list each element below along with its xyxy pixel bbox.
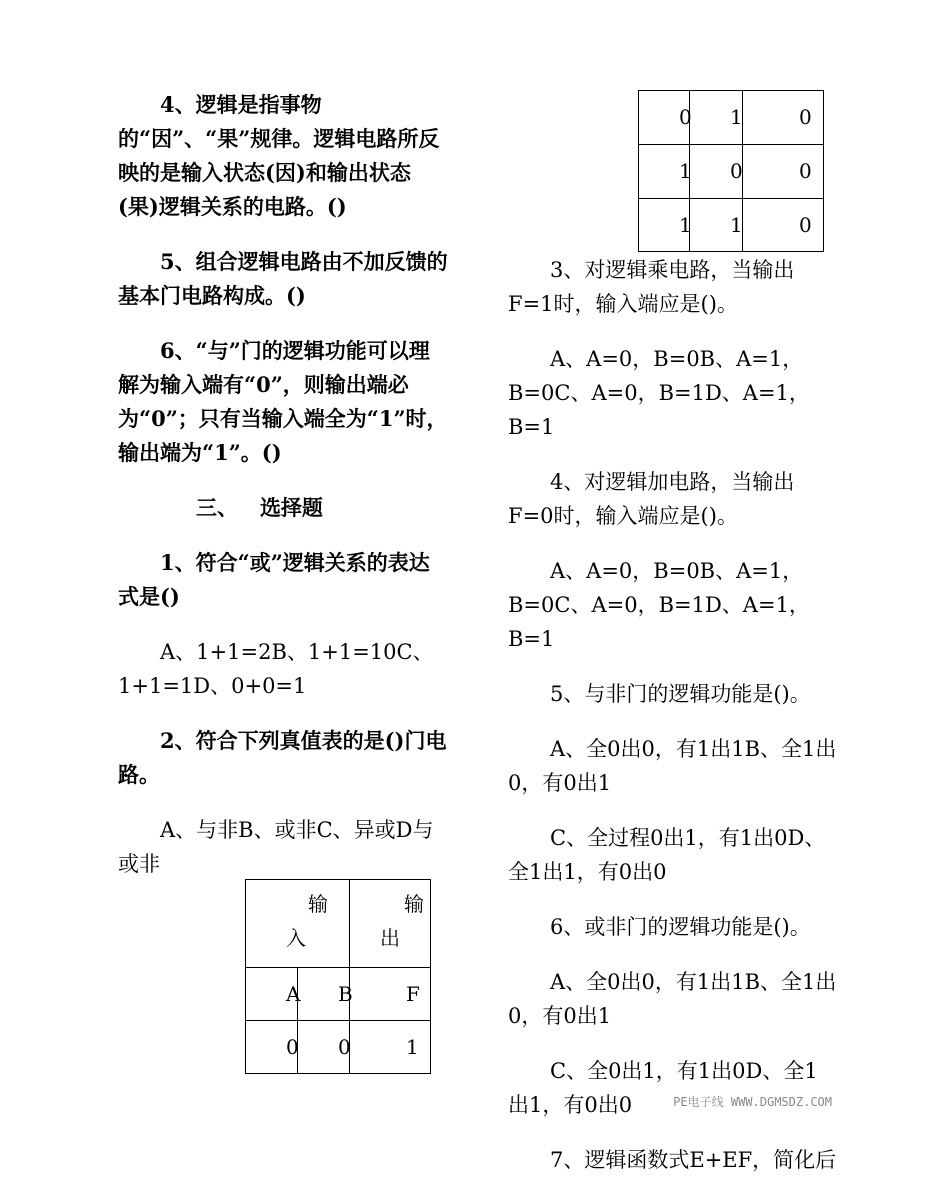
choice-4-options: A、A=0，B=0B、A=1，B=0C、A=0，B=1D、A=1，B=1 bbox=[508, 559, 810, 651]
truth-table-row bbox=[639, 199, 824, 252]
truth-table-continued bbox=[638, 90, 824, 252]
question-5: 5、组合逻辑电路由不加反馈的基本门电路构成。() bbox=[118, 249, 448, 308]
input-header-char-1: 输 bbox=[308, 892, 328, 916]
section-number: 三、 bbox=[196, 495, 238, 520]
cell-a-value: 0 bbox=[679, 105, 692, 129]
cell-f-value: 0 bbox=[799, 159, 812, 183]
truth-table-row bbox=[246, 1021, 431, 1074]
cell-a bbox=[639, 199, 690, 252]
cell-f bbox=[743, 199, 824, 252]
cell-b bbox=[298, 1021, 350, 1074]
cell-a-value: 1 bbox=[679, 213, 692, 237]
choice-question-3: 3、对逻辑乘电路，当输出F=1时，输入端应是()。 bbox=[508, 258, 795, 316]
truth-table-header-row bbox=[246, 880, 431, 968]
truth-table-colnames-row bbox=[246, 968, 431, 1021]
choice-2-options: A、与非B、或非C、异或D与或非 bbox=[118, 818, 434, 876]
choice-6-options-cd: C、全0出1，有1出0D、全1出1，有0出0 bbox=[508, 1059, 818, 1117]
choice-1-options: A、1+1=2B、1+1=10C、1+1=1D、0+0=1 bbox=[118, 640, 434, 698]
choice-question-1: 1、符合“或”逻辑关系的表达式是() bbox=[118, 550, 430, 609]
cell-a bbox=[246, 1021, 298, 1074]
col-f-header bbox=[350, 968, 431, 1021]
input-header-cell bbox=[246, 880, 350, 968]
question-4: 4、逻辑是指事物的“因”、“果”规律。逻辑电路所反映的是输入状态(因)和输出状态(果)逻辑关系的电路。() bbox=[118, 92, 440, 219]
col-f-label: F bbox=[406, 982, 420, 1006]
right-column bbox=[508, 253, 838, 1198]
cell-b-value: 0 bbox=[338, 1035, 351, 1059]
choice-question-5: 5、与非门的逻辑功能是()。 bbox=[550, 682, 811, 706]
cell-b-value: 1 bbox=[730, 213, 743, 237]
cell-b bbox=[690, 91, 743, 145]
col-a-label: A bbox=[286, 982, 301, 1006]
truth-table-row bbox=[639, 91, 824, 145]
output-header-cell bbox=[350, 880, 431, 968]
cell-a bbox=[639, 91, 690, 145]
truth-table-top bbox=[245, 879, 431, 1074]
cell-b bbox=[690, 145, 743, 199]
cell-b bbox=[690, 199, 743, 252]
output-header-char-1: 输 bbox=[404, 892, 424, 916]
choice-question-6: 6、或非门的逻辑功能是()。 bbox=[550, 915, 811, 939]
cell-f-value: 0 bbox=[799, 105, 812, 129]
cell-a-value: 0 bbox=[286, 1035, 299, 1059]
cell-f bbox=[350, 1021, 431, 1074]
col-b-label: B bbox=[338, 982, 353, 1006]
choice-question-7: 7、逻辑函数式E+EF，简化后 bbox=[550, 1148, 837, 1172]
choice-5-options-ab: A、全0出0，有1出1B、全1出0，有0出1 bbox=[508, 737, 837, 795]
choice-question-2: 2、符合下列真值表的是()门电路。 bbox=[118, 728, 447, 787]
col-b-header bbox=[298, 968, 353, 1021]
cell-a-value: 1 bbox=[679, 159, 692, 183]
truth-table-row bbox=[639, 145, 824, 199]
choice-3-options: A、A=0，B=0B、A=1，B=0C、A=0，B=1D、A=1，B=1 bbox=[508, 347, 810, 439]
cell-f-value: 0 bbox=[799, 213, 812, 237]
cell-f-value: 1 bbox=[406, 1035, 419, 1059]
cell-f bbox=[743, 91, 824, 145]
page-watermark: PE电子线 WWW.DGMSDZ.COM bbox=[673, 1095, 832, 1109]
cell-a bbox=[639, 145, 690, 199]
col-a-header bbox=[246, 968, 301, 1021]
question-6: 6、“与”门的逻辑功能可以理解为输入端有“0”，则输出端必为“0”；只有当输入端全为“1”时，输出端为“1”。() bbox=[118, 338, 448, 465]
section-title: 选择题 bbox=[259, 495, 323, 520]
output-header-char-2: 出 bbox=[380, 926, 400, 950]
cell-b-value: 0 bbox=[730, 159, 743, 183]
choice-question-4: 4、对逻辑加电路，当输出F=0时，输入端应是()。 bbox=[508, 470, 795, 528]
section-heading bbox=[118, 491, 448, 525]
choice-6-options-ab: A、全0出0，有1出1B、全1出0，有0出1 bbox=[508, 970, 837, 1028]
choice-5-options-cd: C、全过程0出1，有1出0D、全1出1，有0出0 bbox=[508, 826, 826, 884]
cell-f bbox=[743, 145, 824, 199]
left-column bbox=[118, 88, 448, 902]
cell-b-value: 1 bbox=[730, 105, 743, 129]
input-header-char-2: 入 bbox=[286, 926, 306, 950]
